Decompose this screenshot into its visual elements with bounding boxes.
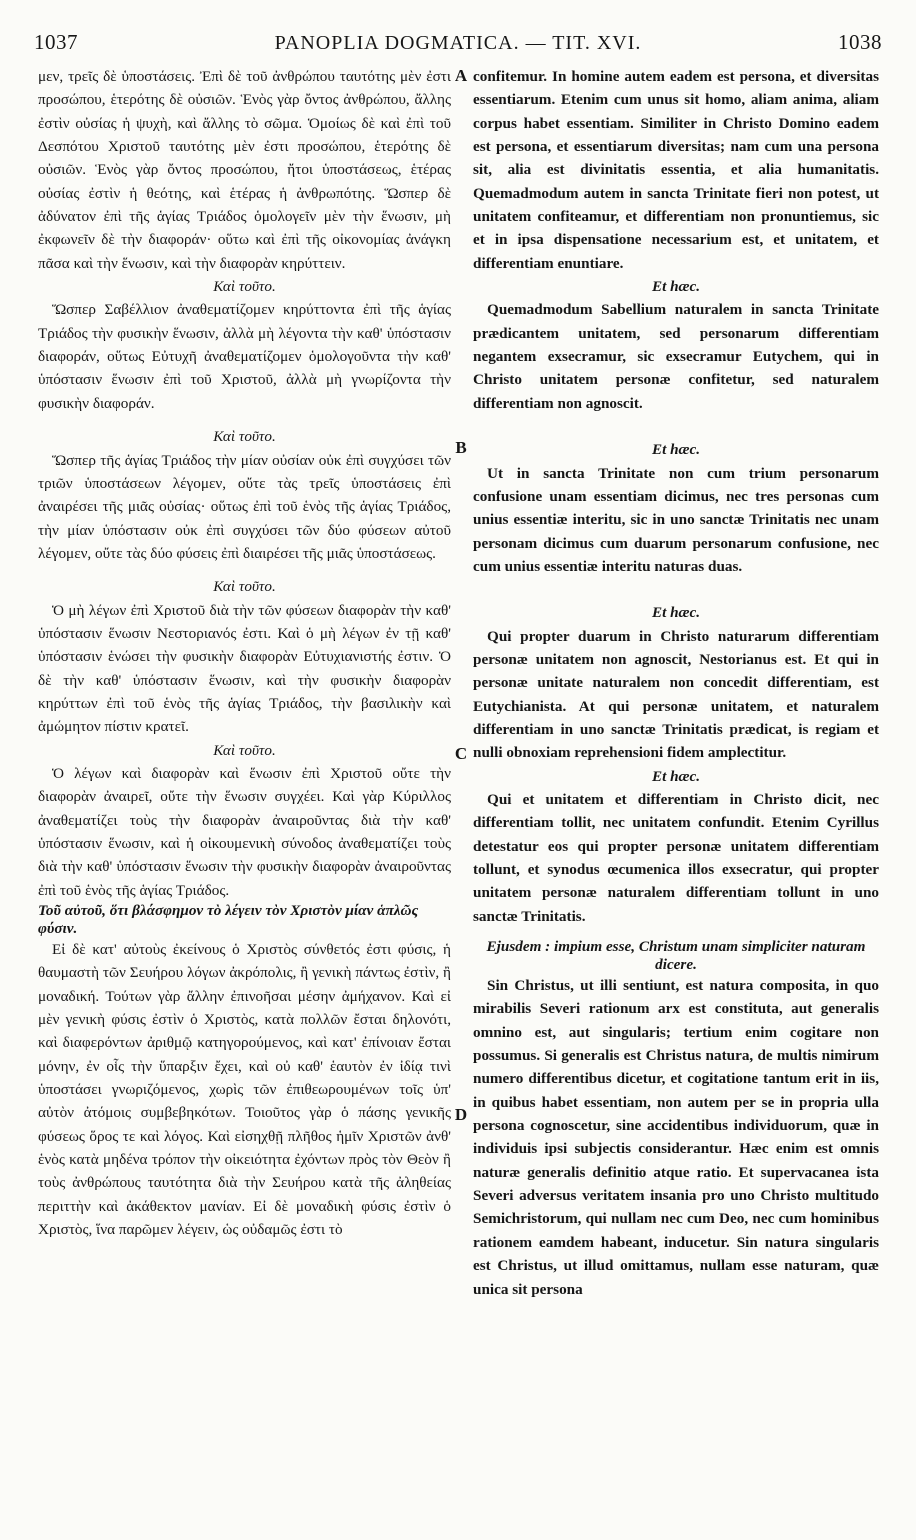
greek-paragraph: Εἰ δὲ κατ' αὐτοὺς ἐκείνους ὁ Χριστὸς σύνθετός ἐστι φύσις, ἡ θαυμαστὴ τῶν Σευήρου λόγων ἀκρόπολις, ἢ γενικὴ πάντως ἐστὶν, ἢ μοναδική. Τούτων γὰρ ἄλλην ἐπινοῆσαι μέσην ἀμήχανον. Καὶ εἰ μὲν γενικὴ φύσις ἐστὶν ὁ Χριστὸς, κατὰ πολλῶν ἔσται δηλονότι, καὶ διαφερόντων ἀριθμῷ κατηγορούμενος, καὶ κατ' ἐπίνοιαν ἔσται μόνην, ἐν οἷς τὴν ὕπαρξιν ἔχει, καὶ οὐ καθ' ἑαυτὸν ἐν ἰδίᾳ τινὶ ὑποστάσει γνωριζόμενος, χωρὶς τῶν ἐπιθεωρουμένων τοῖς ὑπ' αὐτὸν ἀτόμοις συμβεβηκότων. Τοιοῦτος γὰρ ὁ πάσης γενικῆς φύσεως ὅρος τε καὶ λόγος. Καὶ εἰσηχθῇ πλῆθος ἡμῖν Χριστῶν ἀνθ' ἑνὸς κατὰ μηδένα τρόπον τὴν οἰκειότητα ἐχόντων πρὸς τὸν Θεὸν ἢ τοὺς ἀνθρώπους ταυτότητα διὰ τὴν Σευήρου κατὰ τῆς ἀληθείας περιττὴν καὶ ἀκάθεκτον μανίαν. Εἰ δὲ μοναδικὴ φύσις ἐστὶν ὁ Χριστὸς, ἵνα παρῶμεν λέγειν, ὡς οὐδαμῶς ἐστι τὸ bbox=[38, 941, 451, 1239]
greek-section-heading: Τοῦ αὐτοῦ, ὅτι βλάσφημον τὸ λέγειν τὸν Χριστὸν μίαν ἁπλῶς φύσιν. bbox=[38, 902, 419, 938]
page-number-right: 1038 bbox=[837, 30, 882, 54]
latin-paragraph: Quemadmodum Sabellium naturalem in sancta Trinitate prædicantem unitatem, sed personarum differentiam negantem exsecramur, sic exsecramur Eutychem, qui in Christo unitatem personæ confitetur, sed naturalem differentiam non agnoscit. bbox=[473, 301, 879, 412]
latin-paragraph: Qui et unitatem et differentiam in Christo dicit, nec differentiam tollit, nec unitatem confundit. Etenim Cyrillus detestatur eos qui propter personæ unitatem differentiam tollunt, et synodus œcumenica illos exsecratur, qui propter unitatem personæ naturalem differentiam tollunt in uno sanctæ Trinitatis. bbox=[473, 790, 879, 925]
greek-paragraph: Ὁ μὴ λέγων ἐπὶ Χριστοῦ διὰ τὴν τῶν φύσεων διαφορὰν τὴν καθ' ὑπόστασιν ἕνωσιν Νεστοριανός ἐστι. Καὶ ὁ μὴ λέγων ἐν τῇ καθ' ὑπόστασιν ἑνώσει τὴν φυσικὴν διαφορὰν Εὐτυχιανιστής ἐστιν. Ὁ δὲ τὴν καθ' ὑπόστασιν ἕνωσιν, καὶ τὴν φυσικὴν διαφορὰν κηρύττων ἐπὶ τοῦ ἑνὸς τῆς ἁγίας Τριάδος, τὴν βασιλικὴν καὶ ἀμώμητον πίστιν κρατεῖ. bbox=[38, 601, 451, 736]
greek-subheading: Καὶ τοῦτο. bbox=[213, 278, 276, 296]
section-marker-d: D bbox=[454, 1105, 468, 1124]
section-marker-a: A bbox=[454, 66, 468, 85]
latin-subheading: Et hæc. bbox=[651, 604, 701, 622]
latin-subheading: Et hæc. bbox=[651, 767, 701, 785]
greek-subheading: Καὶ τοῦτο. bbox=[213, 578, 276, 596]
running-title: PANOPLIA DOGMATICA. — TIT. XVI. bbox=[274, 32, 642, 54]
greek-paragraph: μεν, τρεῖς δὲ ὑποστάσεις. Ἐπὶ δὲ τοῦ ἀνθρώπου ταυτότης μὲν ἐστι προσώπου, ἑτερότης δὲ οὐσιῶν. Ἑνὸς γὰρ ὄντος ἀνθρώπου, ἄλλης ἐστὶν οὐσίας ἡ ψυχὴ, καὶ ἄλλης τὸ σῶμα. Ὁμοίως δὲ καὶ ἐπὶ τοῦ Δεσπότου Χριστοῦ ταυτότης μὲν ἐστι προσώπου, ἑτερότης δὲ οὐσιῶν. Ἑνὸς γὰρ ὄντος προσώπου, ἤτοι ὑποστάσεως, ἑτέρας οὐσίας ἐστὶν ἡ θεότης, καὶ ἑτέρας ἡ ἀνθρωπότης. Ὥσπερ δὲ ἀδύνατον ἐπὶ τῆς ἁγίας Τριάδος ὁμολογεῖν μὲν τὴν ἕνωσιν, μὴ ἐκφωνεῖν δὲ τὴν διαφοράν· οὕτω καὶ ἐπὶ τῆς οἰκονομίας ἀνάγκη πᾶσα καὶ τὴν ἕνωσιν, καὶ τὴν διαφορὰν κηρύττειν. bbox=[38, 68, 451, 272]
latin-subheading: Et hæc. bbox=[651, 441, 701, 459]
page-number-left: 1037 bbox=[34, 30, 78, 54]
latin-paragraph: Qui propter duarum in Christo naturarum differentiam personæ unitatem non agnoscit, Nestorianus est. Et qui in personæ unitate naturalem non concedit differentiam, est Eutychianista. At qui personæ unitatem, et naturalem differentiam in uno sanctæ Trinitatis prædicat, is regiam et nulli obnoxiam reprehensioni fidem amplectitur. bbox=[473, 627, 879, 762]
greek-column bbox=[38, 65, 451, 1242]
latin-paragraph: Sin Christus, ut illi sentiunt, est natura composita, in quo mirabilis Severi rationum arx est constituta, aut generalis omnino est, aut singularis; tertium enim cogitare non possumus. Si generalis est Christus natura, de multis nimirum numero differentibus dicetur, et cogitatione tantum erit in iis, in quibus habet essentiam, non autem per se in propria ulla persona cognoscetur, sine accidentibus individuorum, quæ in individuis ipsi subjectis considerantur. Hæc enim est omnis naturæ generalis definitio atque ratio. Et supervacanea ista Severi adversus veritatem insania pro uno Christo multitudo Semichristorum, qui nullam nec cum Deo, nec cum hominibus rationem eamdem habeant, inducetur. Sin natura singularis est Christus, ut illud omittamus, nullam esse naturam, quæ unica sit persona bbox=[473, 977, 879, 1298]
latin-section-heading: Ejusdem : impium esse, Christum unam simpliciter naturam dicere. bbox=[486, 938, 866, 974]
latin-column bbox=[473, 65, 879, 1301]
latin-paragraph: confitemur. In homine autem eadem est persona, et diversitas essentiarum. Etenim cum unus sit homo, aliam anima, aliam corpus habet essentiam. Similiter in Christo Domino eadem est persona, et essentiarum diversitas; nam cum una persona sit, alia est divinitatis essentia, et alia humanitatis. Quemadmodum autem in sancta Trinitate fieri non potest, ut unitatem confiteamur, et differentiam non pronuntiemus, sic et in ipsa dispensatione necessarium est, et unitatem, et differentiam enuntiare. bbox=[473, 68, 879, 272]
greek-paragraph: Ὁ λέγων καὶ διαφορὰν καὶ ἕνωσιν ἐπὶ Χριστοῦ οὔτε τὴν διαφορὰν ἀναιρεῖ, οὔτε τὴν ἕνωσιν συγχέει. Καὶ γὰρ Κύριλλος ἀναθεματίζει τοὺς τὴν διαφορὰν ἀναιροῦντας διὰ τὴν καθ' ὑπόστασιν ἕνωσιν, καὶ ἡ οἰκουμενικὴ σύνοδος ἀναθεματίζει τοὺς διὰ τὴν καθ' ὑπόστασιν ἕνωσιν τὴν φυσικὴν διαφορὰν ἀναιροῦντας ἐπὶ τοῦ ἑνὸς τῆς ἁγίας Τριάδος. bbox=[38, 764, 451, 899]
greek-subheading: Καὶ τοῦτο. bbox=[213, 741, 276, 759]
greek-paragraph: Ὥσπερ Σαβέλλιον ἀναθεματίζομεν κηρύττοντα ἐπὶ τῆς ἁγίας Τριάδος τὴν φυσικὴν ἕνωσιν, ἀλλὰ μὴ λέγοντα τὴν καθ' ὑπόστασιν διαφοράν, οὕτως Εὐτυχῆ ἀναθεματίζομεν ὁμολογοῦντα τὴν καθ' ὑπόστασιν ἕνωσιν ἐπὶ τοῦ Χριστοῦ, ἀλλὰ μὴ γνωρίζοντα τὴν φυσικὴν διαφοράν. bbox=[38, 301, 451, 412]
greek-paragraph: Ὥσπερ τῆς ἁγίας Τριάδος τὴν μίαν οὐσίαν οὐκ ἐπὶ συγχύσει τῶν τριῶν ὑποστάσεων λέγομεν, οὔτε τὰς τρεῖς ὑποστάσεις ἐπὶ ἀναιρέσει τῆς μιᾶς οὐσίας· οὕτως ἐπὶ τοῦ ἑνὸς τῆς ἁγίας Τριάδος, τὴν μίαν ὑπόστασιν οὐκ ἐπὶ συγχύσει τῶν δύο φύσεων αὐτοῦ λέγομεν, οὔτε τὰς δύο φύσεις ἐπὶ διαιρέσει τῆς μιᾶς ὑποστάσεως. bbox=[38, 451, 451, 562]
latin-paragraph: Ut in sancta Trinitate non cum trium personarum confusione unam essentiam dicimus, nec tres personas cum unius essentiæ interitu, sic in uno sanctæ Trinitatis nec unam personam dicimus cum duarum personarum confusione, nec cum unius essentiæ interitu naturas duas. bbox=[473, 464, 879, 575]
section-marker-c: C bbox=[454, 744, 468, 763]
greek-subheading: Καὶ τοῦτο. bbox=[213, 428, 276, 446]
running-header bbox=[34, 30, 882, 60]
section-marker-b: B bbox=[455, 438, 467, 457]
latin-subheading: Et hæc. bbox=[651, 278, 701, 296]
